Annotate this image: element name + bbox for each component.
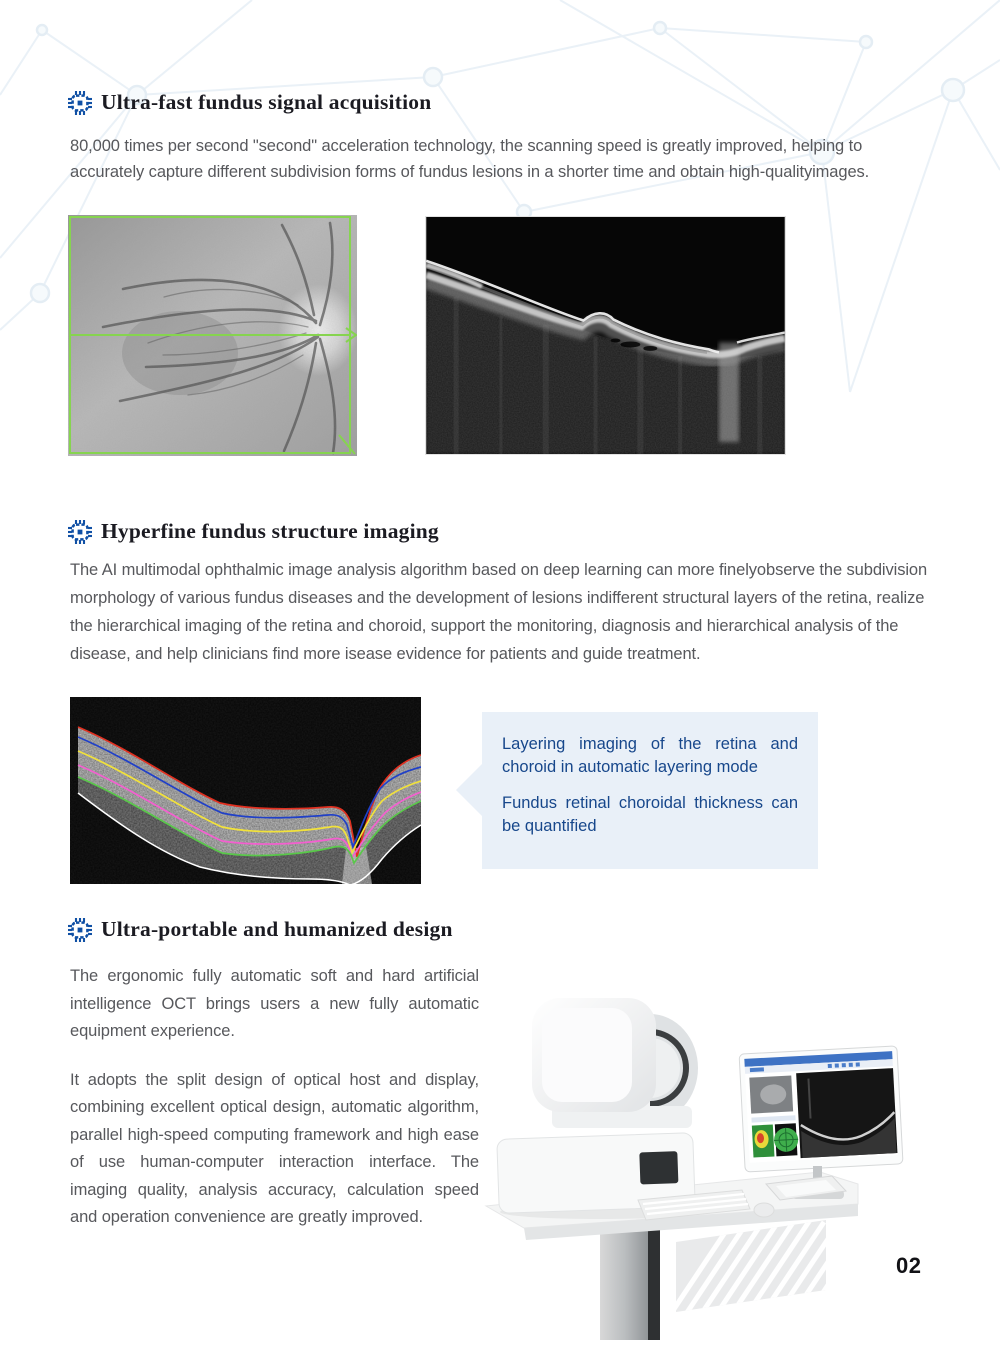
fundus-photo <box>68 215 357 456</box>
design-text-column <box>70 963 479 1253</box>
monitor <box>739 1046 903 1172</box>
section-title: Ultra-portable and humanized design <box>101 917 453 941</box>
mouse <box>754 1203 774 1217</box>
desk-column <box>600 1224 650 1340</box>
design-paragraph: The ergonomic fully automatic soft and hard artificial intelligence OCT brings users a new fully automatic equipment experience. <box>70 967 479 1040</box>
design-paragraph: It adopts the split design of optical host and display, combining excellent optical design, automatic algorithm, parallel high-speed computing framework and high ease of use human-computer interaction interface. The imaging quality, analysis accuracy, calculation speed and operation convenience are greatly improved. <box>70 1070 479 1226</box>
section-header-acquisition <box>68 90 431 115</box>
cpu-chip-icon <box>68 918 92 942</box>
oct-bscan-image <box>425 216 786 455</box>
device-port <box>639 1151 678 1184</box>
section-header-design <box>68 917 453 942</box>
section-header-structure <box>68 519 439 544</box>
callout-line: Fundus retinal choroidal thickness can be quantified <box>502 794 798 835</box>
page-number: 02 <box>896 1253 922 1278</box>
cpu-chip-icon <box>68 91 92 115</box>
section-title: Hyperfine fundus structure imaging <box>101 519 439 543</box>
section-body-structure: The AI multimodal ophthalmic image analysis algorithm based on deep learning can more finelyobserve the subdivision morphology of various fundus diseases and the development of lesions indifferent structural layers of the retina, realize the hierarchical imaging of the retina and choroid, support the monitoring, diagnosis and hierarchical analysis of the disease, and help clinicians find more isease evidence for patients and guide treatment. <box>70 561 928 663</box>
layered-oct-image <box>70 697 421 884</box>
section-body-acquisition: 80,000 times per second "second" acceleration technology, the scanning speed is greatly improved, helping to accurately capture different subdivision forms of fundus lesions in a shorter time and obtain high-qualityimages. <box>70 137 870 181</box>
section-title: Ultra-fast fundus signal acquisition <box>101 90 432 114</box>
cpu-chip-icon <box>68 520 92 544</box>
product-photo <box>480 958 940 1340</box>
callout-line: Layering imaging of the retina and choroid in automatic layering mode <box>502 735 798 776</box>
callout-box <box>482 712 818 869</box>
